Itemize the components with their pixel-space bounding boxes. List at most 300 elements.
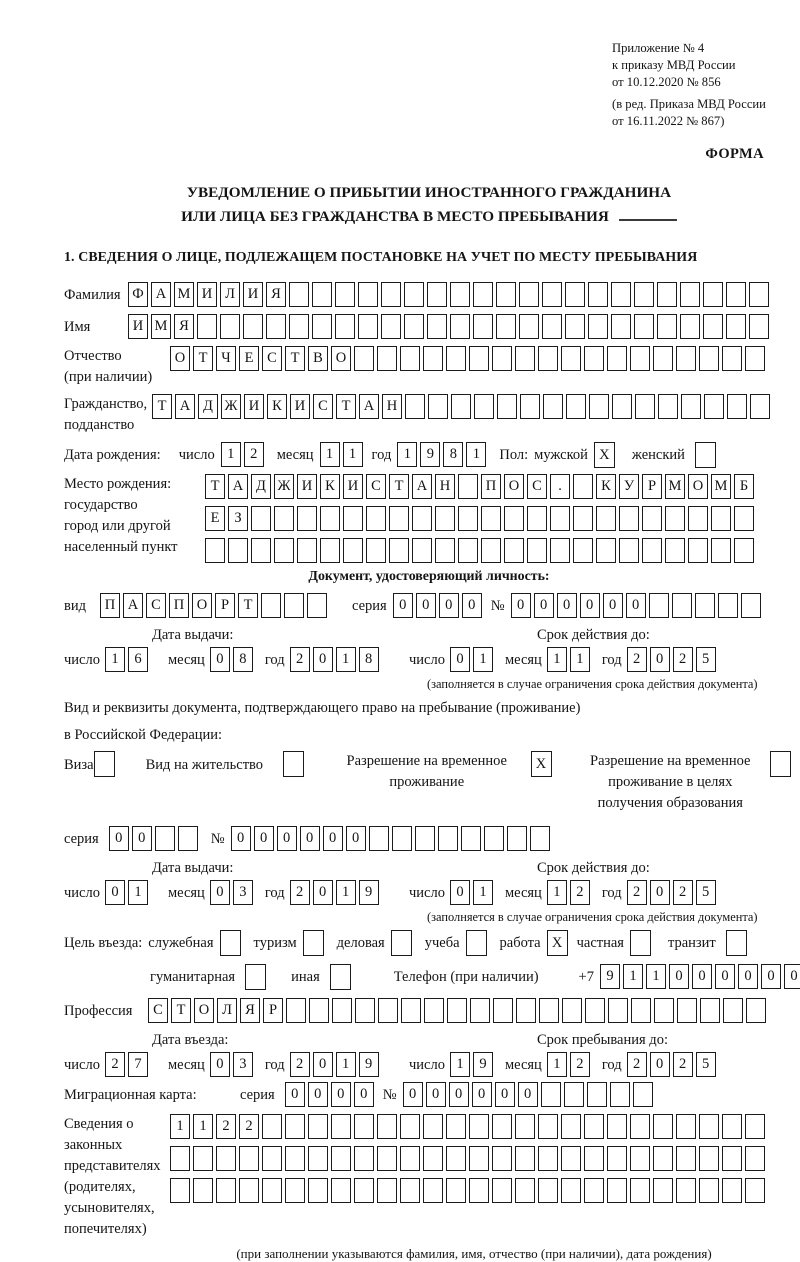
birth-place-cells-row1-cell[interactable] <box>458 474 478 499</box>
legal-rep-cells-row1-cell[interactable] <box>262 1114 282 1139</box>
legal-rep-cells-row2-cell[interactable] <box>193 1146 213 1171</box>
patronymic-cell[interactable]: О <box>331 346 351 371</box>
patronymic-cell[interactable] <box>515 346 535 371</box>
legal-rep-cells-row2-cell[interactable] <box>653 1146 673 1171</box>
citizenship-cell[interactable] <box>658 394 678 419</box>
patronymic-cell[interactable]: С <box>262 346 282 371</box>
entry-year-cell[interactable]: 0 <box>313 1052 333 1077</box>
birth-place-cells-row2-cell[interactable] <box>412 506 432 531</box>
birth-place-cells-row3-cell[interactable] <box>711 538 731 563</box>
doc-type-cell[interactable]: О <box>192 593 212 618</box>
legal-rep-cells-row2-cell[interactable] <box>446 1146 466 1171</box>
phone-cell[interactable]: 0 <box>692 964 712 989</box>
legal-rep-cells-row1-cell[interactable] <box>515 1114 535 1139</box>
birth-place-cells-row3-cell[interactable] <box>412 538 432 563</box>
birth-year-cell[interactable]: 1 <box>466 442 486 467</box>
legal-rep-cells-row2-cell[interactable] <box>308 1146 328 1171</box>
phone-cell[interactable]: 0 <box>738 964 758 989</box>
patronymic-cell[interactable] <box>584 346 604 371</box>
phone-cell[interactable]: 0 <box>761 964 781 989</box>
patronymic-cell[interactable] <box>446 346 466 371</box>
birth-place-cells-row2-cell[interactable] <box>550 506 570 531</box>
surname-cell[interactable] <box>634 282 654 307</box>
residence-valid-month-cell[interactable]: 1 <box>547 880 567 905</box>
doc-series-cell[interactable]: 0 <box>416 593 436 618</box>
profession-cell[interactable]: С <box>148 998 168 1023</box>
profession-cell[interactable] <box>562 998 582 1023</box>
name-cell[interactable] <box>197 314 217 339</box>
name-cell[interactable] <box>220 314 240 339</box>
residence-number-cell[interactable]: 0 <box>254 826 274 851</box>
stay-day-cell[interactable]: 9 <box>473 1052 493 1077</box>
patronymic-cell[interactable]: В <box>308 346 328 371</box>
purpose-work-cell[interactable]: X <box>547 930 568 956</box>
birth-place-cells-row3-cell[interactable] <box>435 538 455 563</box>
birth-place-cells-row3-cell[interactable] <box>458 538 478 563</box>
citizenship-cell[interactable]: А <box>359 394 379 419</box>
birth-place-cells-row2-cell[interactable] <box>458 506 478 531</box>
residence-permit-cell[interactable] <box>283 751 304 777</box>
residence-issue-day-cell[interactable]: 1 <box>128 880 148 905</box>
birth-place-cells-row3-cell[interactable] <box>343 538 363 563</box>
entry-month-cell[interactable]: 3 <box>233 1052 253 1077</box>
birth-place-cells-row1-cell[interactable]: И <box>297 474 317 499</box>
birth-place-cells-row1-cell[interactable]: М <box>665 474 685 499</box>
phone-cell[interactable]: 0 <box>784 964 800 989</box>
legal-rep-cells-row1-cell[interactable] <box>308 1114 328 1139</box>
stay-month-cell[interactable]: 2 <box>570 1052 590 1077</box>
citizenship-cell[interactable] <box>474 394 494 419</box>
birth-place-cells-row3-cell[interactable] <box>297 538 317 563</box>
residence-number-cell[interactable]: 0 <box>346 826 366 851</box>
doc-issue-day-cell[interactable]: 6 <box>128 647 148 672</box>
residence-issue-year-cell[interactable]: 0 <box>313 880 333 905</box>
surname-cell[interactable] <box>703 282 723 307</box>
profession-cell[interactable] <box>470 998 490 1023</box>
surname-cell[interactable] <box>358 282 378 307</box>
legal-rep-cells-row1-cell[interactable]: 1 <box>170 1114 190 1139</box>
residence-number-cell[interactable] <box>530 826 550 851</box>
doc-number-cell[interactable]: 0 <box>603 593 623 618</box>
citizenship-cell[interactable] <box>612 394 632 419</box>
profession-cell[interactable] <box>585 998 605 1023</box>
legal-rep-cells-row3-cell[interactable] <box>446 1178 466 1203</box>
legal-rep-cells-row3-cell[interactable] <box>607 1178 627 1203</box>
surname-cell[interactable] <box>611 282 631 307</box>
legal-rep-cells-row1-cell[interactable] <box>285 1114 305 1139</box>
stay-year-cell[interactable]: 5 <box>696 1052 716 1077</box>
patronymic-cell[interactable]: Т <box>193 346 213 371</box>
birth-place-cells-row2-cell[interactable] <box>573 506 593 531</box>
birth-day-cell[interactable]: 2 <box>244 442 264 467</box>
doc-number-cell[interactable]: 0 <box>557 593 577 618</box>
migration-number-cell[interactable]: 0 <box>403 1082 423 1107</box>
surname-cell[interactable] <box>335 282 355 307</box>
profession-cell[interactable] <box>608 998 628 1023</box>
surname-cell[interactable]: Л <box>220 282 240 307</box>
birth-place-cells-row1-cell[interactable]: С <box>527 474 547 499</box>
legal-rep-cells-row3-cell[interactable] <box>653 1178 673 1203</box>
profession-cell[interactable] <box>378 998 398 1023</box>
profession-cell[interactable]: О <box>194 998 214 1023</box>
surname-cell[interactable]: И <box>243 282 263 307</box>
citizenship-cell[interactable] <box>451 394 471 419</box>
purpose-transit-cell[interactable] <box>726 930 747 956</box>
legal-rep-cells-row2-cell[interactable] <box>377 1146 397 1171</box>
name-cell[interactable] <box>611 314 631 339</box>
patronymic-cell[interactable] <box>676 346 696 371</box>
residence-valid-year-cell[interactable]: 5 <box>696 880 716 905</box>
legal-rep-cells-row3-cell[interactable] <box>745 1178 765 1203</box>
birth-place-cells-row2-cell[interactable]: Е <box>205 506 225 531</box>
birth-place-cells-row1-cell[interactable]: К <box>320 474 340 499</box>
legal-rep-cells-row1-cell[interactable] <box>423 1114 443 1139</box>
surname-cell[interactable] <box>588 282 608 307</box>
migration-number-cell[interactable] <box>587 1082 607 1107</box>
legal-rep-cells-row3-cell[interactable] <box>262 1178 282 1203</box>
birth-place-cells-row2-cell[interactable] <box>642 506 662 531</box>
legal-rep-cells-row2-cell[interactable] <box>239 1146 259 1171</box>
legal-rep-cells-row3-cell[interactable] <box>400 1178 420 1203</box>
purpose-official-cell[interactable] <box>220 930 241 956</box>
birth-place-cells-row3-cell[interactable] <box>665 538 685 563</box>
legal-rep-cells-row1-cell[interactable] <box>653 1114 673 1139</box>
birth-place-cells-row1-cell[interactable]: Ж <box>274 474 294 499</box>
legal-rep-cells-row2-cell[interactable] <box>469 1146 489 1171</box>
legal-rep-cells-row3-cell[interactable] <box>561 1178 581 1203</box>
residence-number-cell[interactable] <box>461 826 481 851</box>
birth-place-cells-row2-cell[interactable] <box>481 506 501 531</box>
patronymic-cell[interactable] <box>492 346 512 371</box>
birth-place-cells-row2-cell[interactable] <box>274 506 294 531</box>
citizenship-cell[interactable] <box>520 394 540 419</box>
doc-number-cell[interactable] <box>649 593 669 618</box>
legal-rep-cells-row1-cell[interactable] <box>699 1114 719 1139</box>
doc-type-cell[interactable]: П <box>169 593 189 618</box>
legal-rep-cells-row2-cell[interactable] <box>515 1146 535 1171</box>
residence-series-cell[interactable] <box>178 826 198 851</box>
doc-type-cell[interactable]: Р <box>215 593 235 618</box>
birth-place-cells-row3-cell[interactable] <box>504 538 524 563</box>
patronymic-cell[interactable] <box>630 346 650 371</box>
visa-cell[interactable] <box>94 751 115 777</box>
birth-place-cells-row3-cell[interactable] <box>688 538 708 563</box>
temp-residence-cell[interactable]: X <box>531 751 552 777</box>
residence-number-cell[interactable]: 0 <box>231 826 251 851</box>
doc-valid-month-cell[interactable]: 1 <box>570 647 590 672</box>
legal-rep-cells-row2-cell[interactable] <box>607 1146 627 1171</box>
entry-year-cell[interactable]: 9 <box>359 1052 379 1077</box>
birth-place-cells-row3-cell[interactable] <box>550 538 570 563</box>
legal-rep-cells-row1-cell[interactable] <box>630 1114 650 1139</box>
legal-rep-cells-row2-cell[interactable] <box>285 1146 305 1171</box>
name-cell[interactable]: М <box>151 314 171 339</box>
birth-place-cells-row1-cell[interactable]: Д <box>251 474 271 499</box>
citizenship-cell[interactable]: И <box>290 394 310 419</box>
legal-rep-cells-row3-cell[interactable] <box>216 1178 236 1203</box>
citizenship-cell[interactable] <box>497 394 517 419</box>
profession-cell[interactable] <box>539 998 559 1023</box>
purpose-study-cell[interactable] <box>466 930 487 956</box>
name-cell[interactable] <box>266 314 286 339</box>
surname-cell[interactable] <box>657 282 677 307</box>
surname-cell[interactable] <box>312 282 332 307</box>
surname-cell[interactable] <box>519 282 539 307</box>
surname-cell[interactable]: И <box>197 282 217 307</box>
stay-month-cell[interactable]: 1 <box>547 1052 567 1077</box>
residence-issue-year-cell[interactable]: 2 <box>290 880 310 905</box>
profession-cell[interactable]: Л <box>217 998 237 1023</box>
doc-type-cell[interactable] <box>307 593 327 618</box>
legal-rep-cells-row3-cell[interactable] <box>676 1178 696 1203</box>
citizenship-cell[interactable] <box>635 394 655 419</box>
patronymic-cell[interactable] <box>538 346 558 371</box>
legal-rep-cells-row2-cell[interactable] <box>676 1146 696 1171</box>
birth-year-cell[interactable]: 8 <box>443 442 463 467</box>
legal-rep-cells-row1-cell[interactable]: 2 <box>216 1114 236 1139</box>
name-cell[interactable] <box>427 314 447 339</box>
doc-type-cell[interactable]: С <box>146 593 166 618</box>
legal-rep-cells-row3-cell[interactable] <box>331 1178 351 1203</box>
legal-rep-cells-row1-cell[interactable] <box>538 1114 558 1139</box>
temp-residence-edu-cell[interactable] <box>770 751 791 777</box>
birth-place-cells-row1-cell[interactable]: О <box>504 474 524 499</box>
residence-valid-day-cell[interactable]: 1 <box>473 880 493 905</box>
name-cell[interactable] <box>703 314 723 339</box>
birth-place-cells-row1-cell[interactable]: Р <box>642 474 662 499</box>
legal-rep-cells-row3-cell[interactable] <box>538 1178 558 1203</box>
name-cell[interactable] <box>657 314 677 339</box>
legal-rep-cells-row1-cell[interactable] <box>745 1114 765 1139</box>
residence-valid-day-cell[interactable]: 0 <box>450 880 470 905</box>
citizenship-cell[interactable]: Т <box>336 394 356 419</box>
phone-cell[interactable]: 1 <box>623 964 643 989</box>
name-cell[interactable] <box>243 314 263 339</box>
surname-cell[interactable] <box>289 282 309 307</box>
entry-year-cell[interactable]: 1 <box>336 1052 356 1077</box>
profession-cell[interactable] <box>355 998 375 1023</box>
birth-place-cells-row3-cell[interactable] <box>481 538 501 563</box>
birth-place-cells-row1-cell[interactable]: М <box>711 474 731 499</box>
residence-series-cell[interactable] <box>155 826 175 851</box>
birth-place-cells-row2-cell[interactable] <box>734 506 754 531</box>
residence-valid-year-cell[interactable]: 2 <box>673 880 693 905</box>
birth-place-cells-row2-cell[interactable] <box>596 506 616 531</box>
legal-rep-cells-row3-cell[interactable] <box>308 1178 328 1203</box>
migration-number-cell[interactable] <box>564 1082 584 1107</box>
residence-number-cell[interactable]: 0 <box>300 826 320 851</box>
legal-rep-cells-row2-cell[interactable] <box>745 1146 765 1171</box>
birth-place-cells-row3-cell[interactable] <box>734 538 754 563</box>
migration-number-cell[interactable]: 0 <box>518 1082 538 1107</box>
birth-place-cells-row2-cell[interactable] <box>251 506 271 531</box>
surname-cell[interactable] <box>542 282 562 307</box>
patronymic-cell[interactable] <box>400 346 420 371</box>
profession-cell[interactable] <box>654 998 674 1023</box>
legal-rep-cells-row3-cell[interactable] <box>193 1178 213 1203</box>
profession-cell[interactable] <box>677 998 697 1023</box>
name-cell[interactable] <box>358 314 378 339</box>
stay-year-cell[interactable]: 2 <box>673 1052 693 1077</box>
residence-issue-year-cell[interactable]: 9 <box>359 880 379 905</box>
migration-series-cell[interactable]: 0 <box>285 1082 305 1107</box>
name-cell[interactable] <box>565 314 585 339</box>
residence-series-cell[interactable]: 0 <box>132 826 152 851</box>
residence-valid-month-cell[interactable]: 2 <box>570 880 590 905</box>
surname-cell[interactable] <box>450 282 470 307</box>
migration-number-cell[interactable]: 0 <box>472 1082 492 1107</box>
residence-series-cell[interactable]: 0 <box>109 826 129 851</box>
legal-rep-cells-row1-cell[interactable] <box>722 1114 742 1139</box>
doc-type-cell[interactable]: Т <box>238 593 258 618</box>
migration-series-cell[interactable]: 0 <box>354 1082 374 1107</box>
legal-rep-cells-row3-cell[interactable] <box>699 1178 719 1203</box>
citizenship-cell[interactable]: Т <box>152 394 172 419</box>
residence-number-cell[interactable] <box>415 826 435 851</box>
profession-cell[interactable] <box>286 998 306 1023</box>
patronymic-cell[interactable] <box>469 346 489 371</box>
profession-cell[interactable] <box>447 998 467 1023</box>
doc-valid-month-cell[interactable]: 1 <box>547 647 567 672</box>
name-cell[interactable] <box>634 314 654 339</box>
surname-cell[interactable] <box>473 282 493 307</box>
legal-rep-cells-row1-cell[interactable] <box>354 1114 374 1139</box>
migration-number-cell[interactable]: 0 <box>495 1082 515 1107</box>
doc-issue-year-cell[interactable]: 1 <box>336 647 356 672</box>
stay-year-cell[interactable]: 0 <box>650 1052 670 1077</box>
profession-cell[interactable] <box>332 998 352 1023</box>
birth-place-cells-row1-cell[interactable]: И <box>343 474 363 499</box>
citizenship-cell[interactable]: К <box>267 394 287 419</box>
legal-rep-cells-row3-cell[interactable] <box>722 1178 742 1203</box>
phone-cell[interactable]: 0 <box>715 964 735 989</box>
doc-issue-month-cell[interactable]: 0 <box>210 647 230 672</box>
birth-place-cells-row1-cell[interactable]: А <box>228 474 248 499</box>
name-cell[interactable] <box>726 314 746 339</box>
birth-place-cells-row1-cell[interactable]: П <box>481 474 501 499</box>
profession-cell[interactable] <box>700 998 720 1023</box>
legal-rep-cells-row1-cell[interactable]: 1 <box>193 1114 213 1139</box>
purpose-business-cell[interactable] <box>391 930 412 956</box>
patronymic-cell[interactable]: Т <box>285 346 305 371</box>
doc-number-cell[interactable]: 0 <box>534 593 554 618</box>
legal-rep-cells-row2-cell[interactable] <box>354 1146 374 1171</box>
doc-series-cell[interactable]: 0 <box>439 593 459 618</box>
residence-valid-year-cell[interactable]: 0 <box>650 880 670 905</box>
birth-place-cells-row2-cell[interactable] <box>297 506 317 531</box>
residence-number-cell[interactable] <box>392 826 412 851</box>
citizenship-cell[interactable]: И <box>244 394 264 419</box>
citizenship-cell[interactable] <box>543 394 563 419</box>
entry-day-cell[interactable]: 7 <box>128 1052 148 1077</box>
citizenship-cell[interactable] <box>704 394 724 419</box>
name-cell[interactable] <box>312 314 332 339</box>
migration-number-cell[interactable] <box>610 1082 630 1107</box>
citizenship-cell[interactable] <box>428 394 448 419</box>
legal-rep-cells-row1-cell[interactable] <box>469 1114 489 1139</box>
doc-valid-year-cell[interactable]: 0 <box>650 647 670 672</box>
purpose-humanitarian-cell[interactable] <box>245 964 266 990</box>
patronymic-cell[interactable]: Ч <box>216 346 236 371</box>
migration-series-cell[interactable]: 0 <box>331 1082 351 1107</box>
name-cell[interactable] <box>473 314 493 339</box>
legal-rep-cells-row1-cell[interactable] <box>584 1114 604 1139</box>
legal-rep-cells-row3-cell[interactable] <box>515 1178 535 1203</box>
purpose-other-cell[interactable] <box>330 964 351 990</box>
birth-place-cells-row2-cell[interactable] <box>665 506 685 531</box>
birth-place-cells-row2-cell[interactable] <box>688 506 708 531</box>
doc-valid-year-cell[interactable]: 5 <box>696 647 716 672</box>
doc-valid-year-cell[interactable]: 2 <box>673 647 693 672</box>
doc-number-cell[interactable] <box>695 593 715 618</box>
surname-cell[interactable]: М <box>174 282 194 307</box>
birth-place-cells-row2-cell[interactable] <box>435 506 455 531</box>
patronymic-cell[interactable] <box>423 346 443 371</box>
legal-rep-cells-row3-cell[interactable] <box>584 1178 604 1203</box>
citizenship-cell[interactable] <box>750 394 770 419</box>
legal-rep-cells-row2-cell[interactable] <box>331 1146 351 1171</box>
citizenship-cell[interactable]: А <box>175 394 195 419</box>
profession-cell[interactable]: Р <box>263 998 283 1023</box>
name-cell[interactable] <box>542 314 562 339</box>
name-cell[interactable] <box>749 314 769 339</box>
legal-rep-cells-row3-cell[interactable] <box>630 1178 650 1203</box>
profession-cell[interactable] <box>493 998 513 1023</box>
doc-issue-year-cell[interactable]: 0 <box>313 647 333 672</box>
surname-cell[interactable] <box>565 282 585 307</box>
legal-rep-cells-row3-cell[interactable] <box>285 1178 305 1203</box>
doc-series-cell[interactable]: 0 <box>393 593 413 618</box>
citizenship-cell[interactable]: Н <box>382 394 402 419</box>
birth-place-cells-row3-cell[interactable] <box>527 538 547 563</box>
name-cell[interactable] <box>588 314 608 339</box>
patronymic-cell[interactable] <box>561 346 581 371</box>
doc-number-cell[interactable] <box>672 593 692 618</box>
legal-rep-cells-row2-cell[interactable] <box>170 1146 190 1171</box>
citizenship-cell[interactable]: Ж <box>221 394 241 419</box>
birth-place-cells-row2-cell[interactable] <box>366 506 386 531</box>
birth-place-cells-row3-cell[interactable] <box>596 538 616 563</box>
legal-rep-cells-row1-cell[interactable] <box>607 1114 627 1139</box>
citizenship-cell[interactable] <box>589 394 609 419</box>
birth-place-cells-row2-cell[interactable] <box>389 506 409 531</box>
birth-place-cells-row2-cell[interactable] <box>711 506 731 531</box>
birth-place-cells-row3-cell[interactable] <box>366 538 386 563</box>
profession-cell[interactable] <box>631 998 651 1023</box>
legal-rep-cells-row1-cell[interactable] <box>676 1114 696 1139</box>
patronymic-cell[interactable] <box>653 346 673 371</box>
profession-cell[interactable] <box>424 998 444 1023</box>
birth-place-cells-row3-cell[interactable] <box>251 538 271 563</box>
migration-series-cell[interactable]: 0 <box>308 1082 328 1107</box>
patronymic-cell[interactable] <box>354 346 374 371</box>
legal-rep-cells-row1-cell[interactable] <box>561 1114 581 1139</box>
profession-cell[interactable] <box>401 998 421 1023</box>
doc-type-cell[interactable]: П <box>100 593 120 618</box>
doc-issue-year-cell[interactable]: 2 <box>290 647 310 672</box>
name-cell[interactable]: Я <box>174 314 194 339</box>
residence-number-cell[interactable] <box>369 826 389 851</box>
phone-cell[interactable]: 9 <box>600 964 620 989</box>
legal-rep-cells-row1-cell[interactable] <box>492 1114 512 1139</box>
doc-valid-year-cell[interactable]: 2 <box>627 647 647 672</box>
migration-number-cell[interactable]: 0 <box>426 1082 446 1107</box>
doc-issue-day-cell[interactable]: 1 <box>105 647 125 672</box>
legal-rep-cells-row3-cell[interactable] <box>354 1178 374 1203</box>
migration-number-cell[interactable] <box>633 1082 653 1107</box>
patronymic-cell[interactable]: О <box>170 346 190 371</box>
surname-cell[interactable]: Ф <box>128 282 148 307</box>
